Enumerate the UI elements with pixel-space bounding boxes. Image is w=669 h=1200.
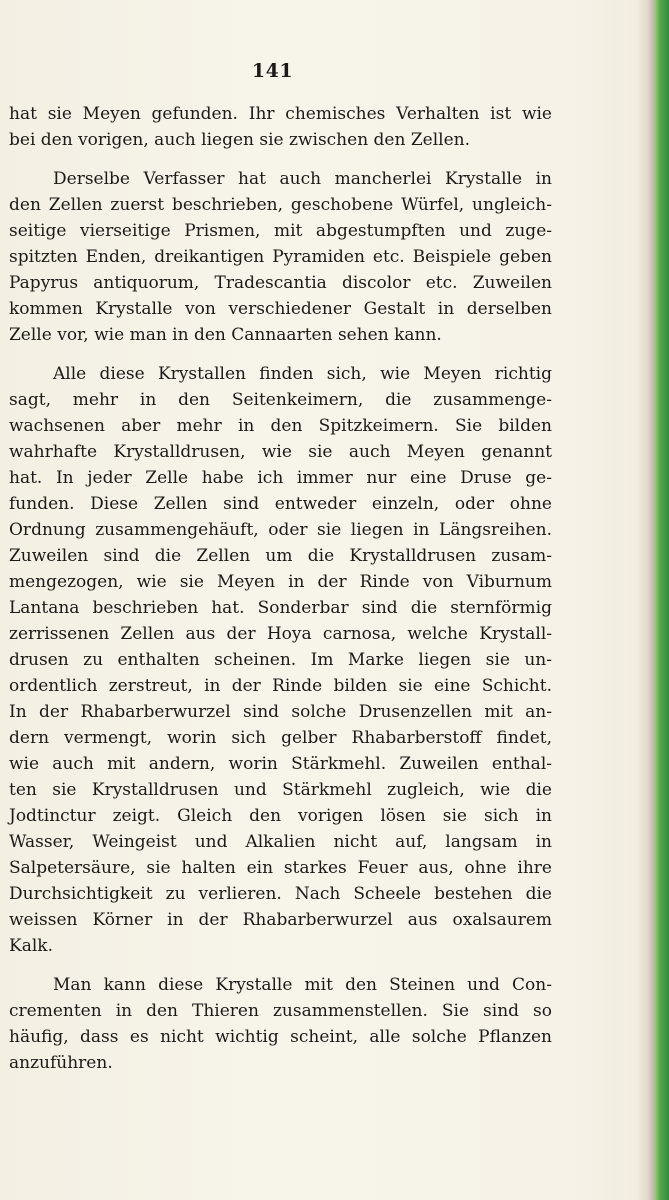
- text-line: zerrissenen Zellen aus der Hoya carnosa, welche Krystall-: [9, 624, 552, 644]
- body-text: [9, 101, 552, 1089]
- text-line: spitzten Enden, dreikantigen Pyramiden etc. Beispiele geben: [9, 247, 552, 267]
- text-line: bei den vorigen, auch liegen sie zwischen den Zellen.: [9, 130, 471, 150]
- text-line: den Zellen zuerst beschrieben, geschobene Würfel, ungleich-: [9, 195, 552, 215]
- text-line: Jodtinctur zeigt. Gleich den vorigen lösen sie sich in: [9, 806, 552, 826]
- text-line: Zelle vor, wie man in den Cannaarten sehen kann.: [9, 325, 442, 345]
- paragraph-1: [9, 101, 552, 153]
- text-line: mengezogen, wie sie Meyen in der Rinde von Viburnum: [9, 572, 552, 592]
- text-line: In der Rhabarberwurzel sind solche Drusenzellen mit an-: [9, 702, 552, 722]
- text-line: dern vermengt, worin sich gelber Rhabarberstoff findet,: [9, 728, 552, 748]
- text-line: funden. Diese Zellen sind entweder einzeln, oder ohne: [9, 494, 552, 514]
- page-gutter-shadow: [637, 0, 655, 1200]
- text-line: Zuweilen sind die Zellen um die Krystalldrusen zusam-: [9, 546, 552, 566]
- text-line: seitige vierseitige Prismen, mit abgestumpften und zuge-: [9, 221, 552, 241]
- text-line: Kalk.: [9, 936, 53, 956]
- text-line: Durchsichtigkeit zu verlieren. Nach Scheele bestehen die: [9, 884, 552, 904]
- paragraph-4: [9, 972, 552, 1076]
- text-line: Salpetersäure, sie halten ein starkes Feuer aus, ohne ihre: [9, 858, 552, 878]
- text-line: wie auch mit andern, worin Stärkmehl. Zuweilen enthal-: [9, 754, 552, 774]
- text-line: drusen zu enthalten scheinen. Im Marke liegen sie un-: [9, 650, 552, 670]
- text-line: häufig, dass es nicht wichtig scheint, alle solche Pflanzen: [9, 1027, 552, 1047]
- paragraph-2: [9, 166, 552, 348]
- text-line: Derselbe Verfasser hat auch mancherlei Krystalle in: [53, 169, 552, 189]
- text-line: sagt, mehr in den Seitenkeimern, die zusammenge-: [9, 390, 552, 410]
- text-line: Alle diese Krystallen finden sich, wie Meyen richtig: [53, 364, 552, 384]
- text-line: wahrhafte Krystalldrusen, wie sie auch Meyen genannt: [9, 442, 552, 462]
- text-line: Man kann diese Krystalle mit den Steinen und Con-: [53, 975, 552, 995]
- paragraph-3: [9, 361, 552, 959]
- text-line: kommen Krystalle von verschiedener Gestalt in derselben: [9, 299, 552, 319]
- text-line: wachsenen aber mehr in den Spitzkeimern. Sie bilden: [9, 416, 552, 436]
- text-line: hat sie Meyen gefunden. Ihr chemisches Verhalten ist wie: [9, 104, 552, 124]
- text-line: hat. In jeder Zelle habe ich immer nur eine Druse ge-: [9, 468, 552, 488]
- text-line: Wasser, Weingeist und Alkalien nicht auf, langsam in: [9, 832, 552, 852]
- text-line: Papyrus antiquorum, Tradescantia discolor etc. Zuweilen: [9, 273, 552, 293]
- text-line: ordentlich zerstreut, in der Rinde bilden sie eine Schicht.: [9, 676, 552, 696]
- text-line: weissen Körner in der Rhabarberwurzel aus oxalsaurem: [9, 910, 552, 930]
- text-line: Ordnung zusammengehäuft, oder sie liegen in Längsreihen.: [9, 520, 552, 540]
- text-line: Lantana beschrieben hat. Sonderbar sind die sternförmig: [9, 598, 552, 618]
- text-line: anzuführen.: [9, 1053, 113, 1073]
- text-line: crementen in den Thieren zusammenstellen. Sie sind so: [9, 1001, 552, 1021]
- page-edge-green: [655, 0, 669, 1200]
- text-line: ten sie Krystalldrusen und Stärkmehl zugleich, wie die: [9, 780, 552, 800]
- page-number: 141: [251, 60, 294, 82]
